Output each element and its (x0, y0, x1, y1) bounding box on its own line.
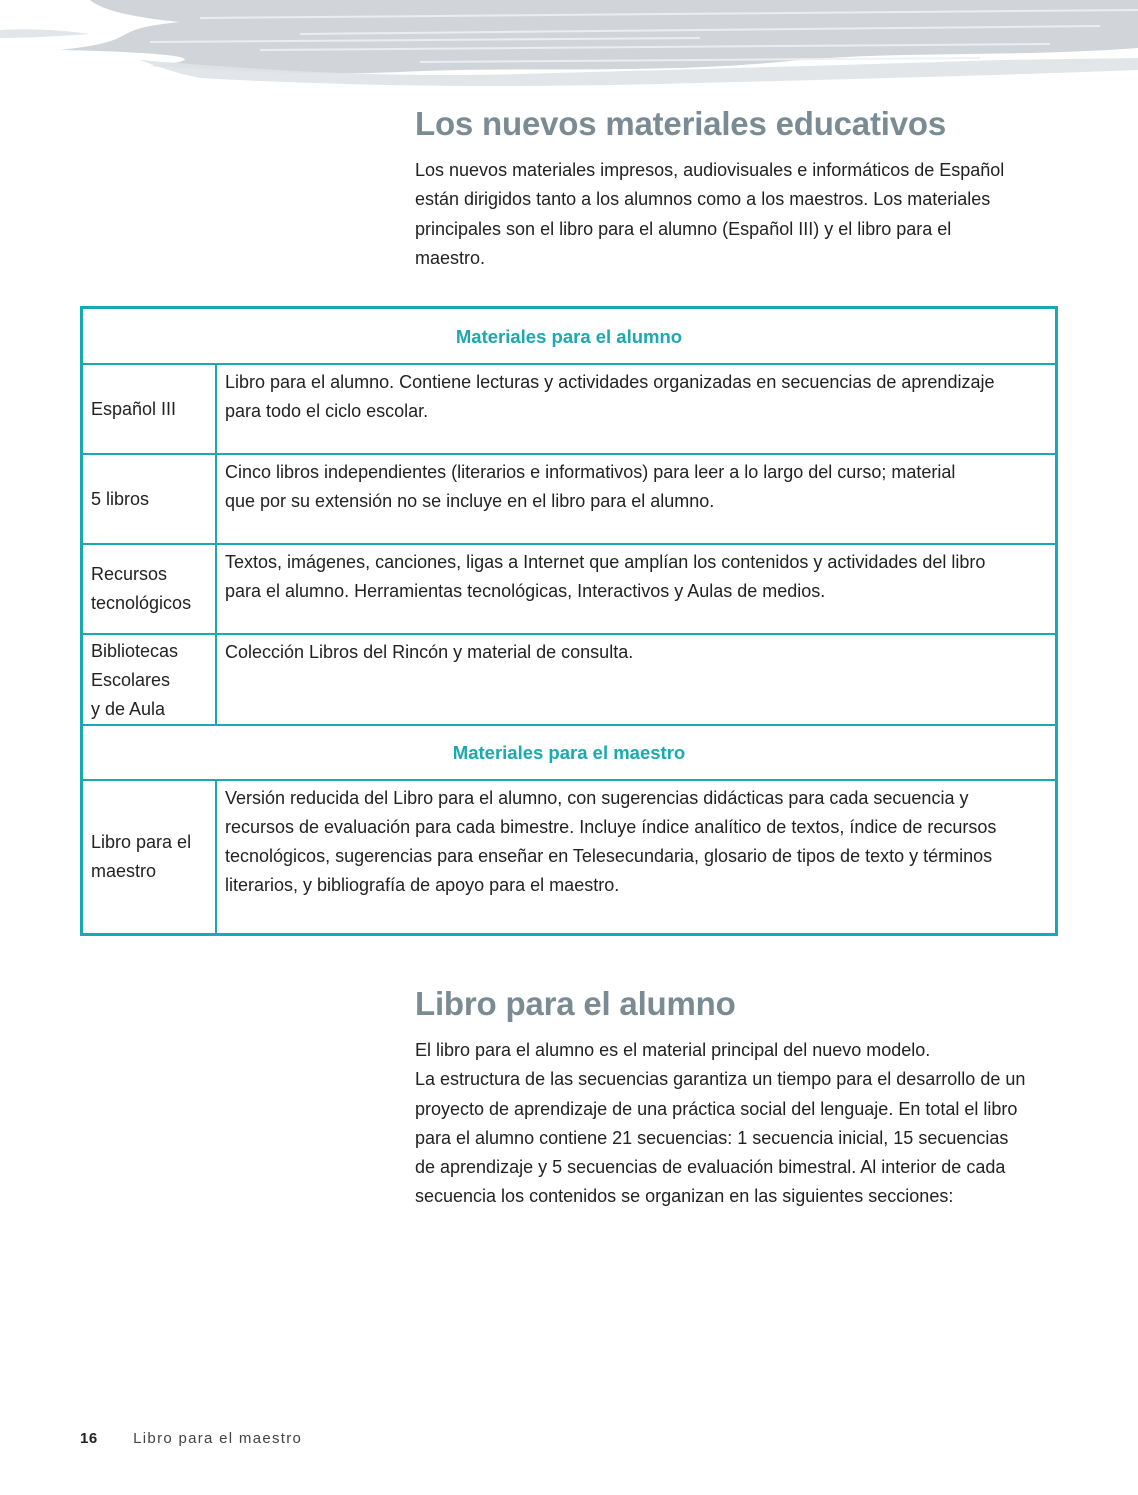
table-row (83, 454, 1055, 544)
section-new-materials (415, 104, 1065, 273)
desc-line: Textos, imágenes, canciones, ligas a Internet que amplían los contenidos y actividades del libro (225, 552, 986, 572)
paragraph-line: para el alumno contiene 21 secuencias: 1 secuencia inicial, 15 secuencias (415, 1127, 1009, 1148)
desc-line: Libro para el alumno. Contiene lecturas y actividades organizadas en secuencias de aprendizaje (225, 372, 995, 392)
paragraph-line: Los nuevos materiales impresos, audiovisuales e informáticos de Español (415, 160, 1005, 180)
label-line: Recursos (91, 564, 168, 584)
desc-line: Cinco libros independientes (literarios e informativos) para leer a lo largo del curso; material (225, 462, 956, 482)
row-label (83, 364, 216, 454)
paragraph-line: principales son el libro para el alumno (Español III) y el libro para el (415, 218, 952, 239)
label-line: y de Aula (91, 699, 166, 719)
desc-line: Colección Libros del Rincón y material de consulta. (225, 642, 634, 662)
section-title: Los nuevos materiales educativos (415, 105, 946, 142)
label-line: Libro para el (91, 832, 192, 852)
table-header-row (83, 725, 1055, 780)
table-row (83, 544, 1055, 634)
brush-stroke-banner (0, 0, 1138, 95)
section-title: Libro para el alumno (415, 985, 736, 1022)
row-description (216, 780, 1055, 933)
header-teacher: Materiales para el maestro (83, 725, 1055, 780)
label-line: Español III (91, 398, 177, 419)
page-number: 16 (80, 1430, 98, 1447)
section-student-book (415, 984, 1065, 1212)
table-row (83, 780, 1055, 933)
table-row (83, 364, 1055, 454)
table-row (83, 634, 1055, 725)
label-line: 5 libros (91, 488, 150, 509)
paragraph-line: de aprendizaje y 5 secuencias de evaluación bimestral. Al interior de cada (415, 1157, 1006, 1178)
paragraph-line: La estructura de las secuencias garantiza un tiempo para el desarrollo de un (415, 1069, 1026, 1090)
paragraph-line: proyecto de aprendizaje de una práctica social del lenguaje. En total el libro (415, 1098, 1018, 1119)
label-line: Bibliotecas (91, 641, 179, 661)
row-description (216, 454, 1055, 544)
paragraph-line: El libro para el alumno es el material principal del nuevo modelo. (415, 1040, 931, 1060)
row-label (83, 634, 216, 725)
paragraph-line: maestro. (415, 247, 486, 268)
section-intro-paragraph (415, 156, 1065, 273)
paragraph-line: secuencia los contenidos se organizan en las siguientes secciones: (415, 1186, 954, 1207)
desc-line: Versión reducida del Libro para el alumno, con sugerencias didácticas para cada secuencia y (225, 788, 969, 808)
header-students: Materiales para el alumno (83, 309, 1055, 364)
label-line: Escolares (91, 670, 171, 690)
row-description (216, 544, 1055, 634)
table-header-row (83, 309, 1055, 364)
section-body-paragraph (415, 1036, 1065, 1212)
row-description (216, 364, 1055, 454)
row-label (83, 454, 216, 544)
materials-table (80, 306, 1058, 936)
label-line: tecnológicos (91, 593, 192, 613)
desc-line: para todo el ciclo escolar. (225, 401, 429, 421)
desc-line: recursos de evaluación para cada bimestre. Incluye índice analítico de textos, índice de recursos (225, 817, 997, 837)
paragraph-line: están dirigidos tanto a los alumnos como a los maestros. Los materiales (415, 189, 991, 210)
book-title: Libro para el maestro (133, 1430, 303, 1447)
row-description (216, 634, 1055, 725)
row-label (83, 544, 216, 634)
desc-line: para el alumno. Herramientas tecnológicas, Interactivos y Aulas de medios. (225, 581, 826, 601)
desc-line: tecnológicos, sugerencias para enseñar en Telesecundaria, glosario de tipos de texto y términos (225, 846, 993, 866)
page-footer (80, 1430, 302, 1447)
row-label (83, 780, 216, 933)
desc-line: que por su extensión no se incluye en el libro para el alumno. (225, 491, 715, 511)
desc-line: literarios, y bibliografía de apoyo para el maestro. (225, 875, 620, 895)
label-line: maestro (91, 861, 157, 881)
